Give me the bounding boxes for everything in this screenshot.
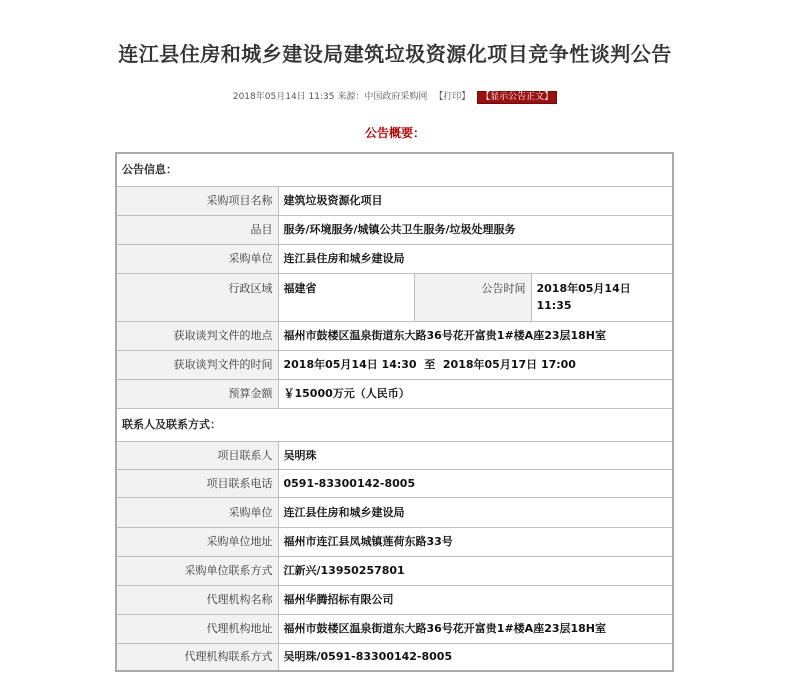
contact-purchaser-value: 连江县住房和城乡建设局 <box>278 497 673 527</box>
project-name-value: 建筑垃圾资源化项目 <box>278 186 673 215</box>
purchaser-contact-value: 江新兴/13950257801 <box>278 556 673 585</box>
budget-label: 预算金额 <box>116 379 278 408</box>
project-phone-label: 项目联系电话 <box>116 469 278 497</box>
agency-contact-label: 代理机构联系方式 <box>116 643 278 671</box>
region-value: 福建省 <box>278 273 414 321</box>
agency-name-value: 福州华腾招标有限公司 <box>278 585 673 614</box>
announcement-meta <box>0 89 790 104</box>
table-row <box>116 585 673 614</box>
project-contact-label: 项目联系人 <box>116 441 278 469</box>
section-announcement-info: 公告信息： <box>116 153 673 186</box>
table-row <box>116 273 673 321</box>
category-value: 服务/环境服务/城镇公共卫生服务/垃圾处理服务 <box>278 215 673 244</box>
page-title: 连江县住房和城乡建设局建筑垃圾资源化项目竞争性谈判公告 <box>118 42 672 66</box>
table-row <box>116 556 673 585</box>
purchaser-address-value: 福州市连江县凤城镇莲荷东路33号 <box>278 527 673 556</box>
purchaser-value: 连江县住房和城乡建设局 <box>278 244 673 273</box>
table-row <box>116 527 673 556</box>
purchaser-label: 采购单位 <box>116 244 278 273</box>
doc-location-label: 获取谈判文件的地点 <box>116 321 278 350</box>
doc-location-value: 福州市鼓楼区温泉街道东大路36号花开富贵1#楼A座23层18H室 <box>278 321 673 350</box>
agency-name-label: 代理机构名称 <box>116 585 278 614</box>
table-row <box>116 350 673 379</box>
source-text: 来源：中国政府采购网 <box>337 92 428 102</box>
table-row <box>116 643 673 671</box>
table-row <box>116 614 673 643</box>
table-row <box>116 321 673 350</box>
print-link[interactable]: 【打印】 <box>434 92 471 102</box>
purchaser-address-label: 采购单位地址 <box>116 527 278 556</box>
overview-heading: 公告概要： <box>364 126 425 140</box>
project-contact-value: 吴明珠 <box>278 441 673 469</box>
contact-purchaser-label: 采购单位 <box>116 497 278 527</box>
table-row <box>116 379 673 408</box>
section-contacts: 联系人及联系方式： <box>116 408 673 441</box>
announce-time-label: 公告时间 <box>414 273 531 321</box>
table-row <box>116 244 673 273</box>
table-row <box>116 469 673 497</box>
project-name-label: 采购项目名称 <box>116 186 278 215</box>
agency-address-label: 代理机构地址 <box>116 614 278 643</box>
announce-time-value: 2018年05月14日 11:35 <box>531 273 673 321</box>
agency-contact-value: 吴明珠/0591-83300142-8005 <box>278 643 673 671</box>
table-row <box>116 215 673 244</box>
show-body-button[interactable]: 【显示公告正文】 <box>477 91 557 104</box>
table-row <box>116 497 673 527</box>
announcement-summary-table <box>115 152 674 672</box>
project-phone-value: 0591-83300142-8005 <box>278 469 673 497</box>
region-label: 行政区域 <box>116 273 278 321</box>
purchaser-contact-label: 采购单位联系方式 <box>116 556 278 585</box>
category-label: 品目 <box>116 215 278 244</box>
table-row <box>116 441 673 469</box>
table-row <box>116 186 673 215</box>
publish-date: 2018年05月14日 11:35 <box>232 92 335 102</box>
budget-value: ￥15000万元（人民币） <box>278 379 673 408</box>
doc-time-value: 2018年05月14日 14:30 至 2018年05月17日 17:00 <box>278 350 673 379</box>
doc-time-label: 获取谈判文件的时间 <box>116 350 278 379</box>
agency-address-value: 福州市鼓楼区温泉街道东大路36号花开富贵1#楼A座23层18H室 <box>278 614 673 643</box>
